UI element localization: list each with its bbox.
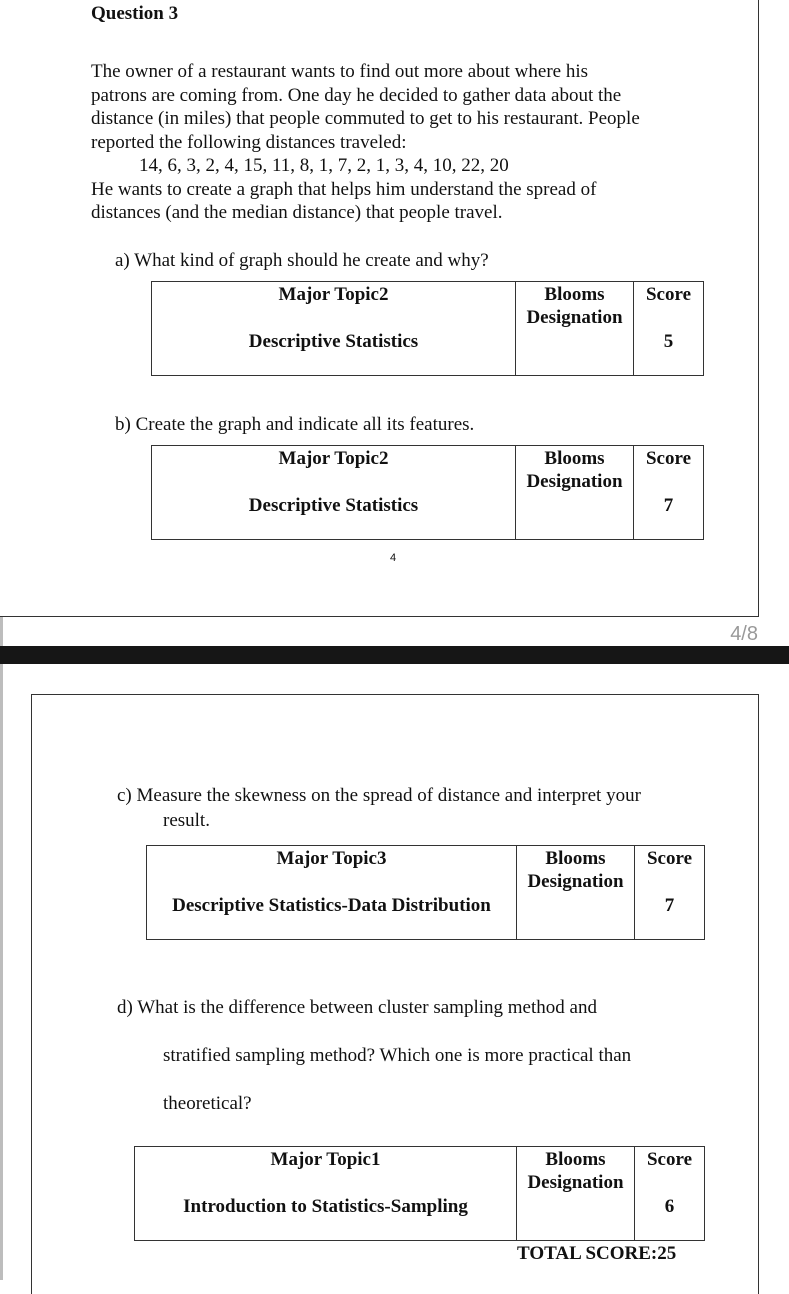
topic-label: Major Topic3 <box>276 848 387 869</box>
designation-label: Designation <box>527 871 624 892</box>
score-value: 5 <box>663 331 674 352</box>
page-footer-number: 4 <box>390 552 397 564</box>
intro-line: reported the following distances traveled: <box>91 131 407 153</box>
blooms-label: Blooms <box>545 1149 606 1170</box>
page-indicator: 4/8 <box>730 623 758 645</box>
page-separator <box>0 646 789 664</box>
part-c-question-line1: c) Measure the skewness on the spread of distance and interpret your <box>117 785 641 806</box>
blooms-label: Blooms <box>545 848 606 869</box>
intro-line: He wants to create a graph that helps him understand the spread of <box>91 178 597 200</box>
score-cell <box>635 1147 705 1241</box>
intro-line: distances (and the median distance) that people travel. <box>91 202 503 223</box>
score-cell <box>634 282 704 376</box>
rubric-table-d <box>134 1146 705 1241</box>
part-d-question-line1: d) What is the difference between cluster sampling method and <box>117 997 597 1018</box>
topic-cell <box>152 446 516 540</box>
topic-name: Descriptive Statistics <box>248 331 419 352</box>
score-cell <box>635 846 705 940</box>
score-label: Score <box>646 1149 693 1170</box>
topic-name: Descriptive Statistics-Data Distribution <box>172 895 491 916</box>
topic-cell <box>152 282 516 376</box>
question-title: Question 3 <box>91 3 179 24</box>
designation-label: Designation <box>526 307 623 328</box>
topic-cell <box>135 1147 517 1241</box>
score-label: Score <box>645 284 692 305</box>
designation-label: Designation <box>527 1172 624 1193</box>
intro-line: The owner of a restaurant wants to find out more about where his <box>91 61 589 82</box>
part-d-question-line3: theoretical? <box>163 1093 252 1114</box>
topic-label: Major Topic2 <box>278 284 389 305</box>
score-value: 7 <box>663 495 674 516</box>
distance-data-values: 14, 6, 3, 2, 4, 15, 11, 8, 1, 7, 2, 1, 3, 4, 10, 22, 20 <box>139 155 509 176</box>
topic-label: Major Topic2 <box>278 448 389 469</box>
part-a-question: a) What kind of graph should he create and why? <box>115 250 489 271</box>
score-label: Score <box>646 848 693 869</box>
blooms-cell <box>517 1147 635 1241</box>
rubric-table-b <box>151 445 704 540</box>
score-value: 7 <box>664 895 675 916</box>
topic-name: Descriptive Statistics <box>248 495 419 516</box>
blooms-label: Blooms <box>544 448 605 469</box>
intro-line: distance (in miles) that people commuted to get to his restaurant. People <box>91 108 640 129</box>
topic-cell <box>147 846 517 940</box>
score-cell <box>634 446 704 540</box>
part-c-question-line2: result. <box>163 810 210 831</box>
question-intro <box>91 60 711 225</box>
rubric-table-a <box>151 281 704 376</box>
blooms-cell <box>516 282 634 376</box>
blooms-cell <box>517 846 635 940</box>
blooms-cell <box>516 446 634 540</box>
document-page-4 <box>0 0 759 617</box>
topic-name: Introduction to Statistics-Sampling <box>183 1196 468 1217</box>
blooms-label: Blooms <box>544 284 605 305</box>
score-label: Score <box>645 448 692 469</box>
topic-label: Major Topic1 <box>270 1149 381 1170</box>
rubric-table-c <box>146 845 705 940</box>
part-d-question-line2: stratified sampling method? Which one is more practical than <box>163 1045 632 1066</box>
part-b-question: b) Create the graph and indicate all its features. <box>115 414 475 435</box>
designation-label: Designation <box>526 471 623 492</box>
intro-line: patrons are coming from. One day he decided to gather data about the <box>91 84 622 106</box>
score-value: 6 <box>664 1196 675 1217</box>
total-score: TOTAL SCORE:25 <box>517 1243 677 1264</box>
